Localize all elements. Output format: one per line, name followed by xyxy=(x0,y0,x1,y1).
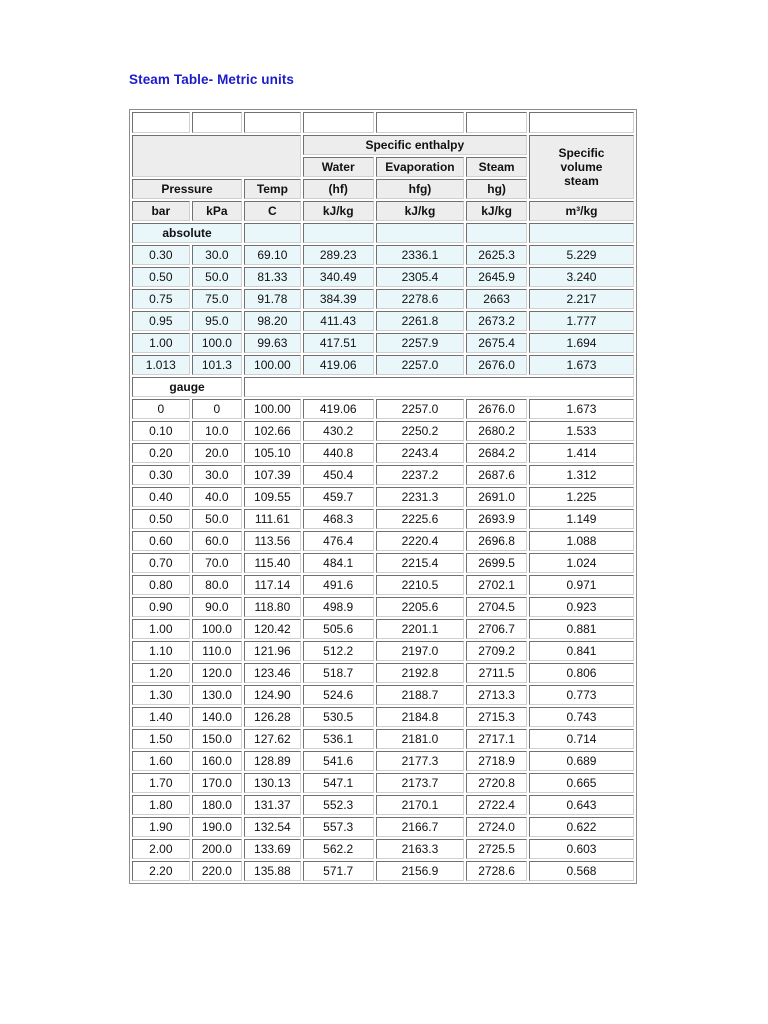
cell-hg: 2680.2 xyxy=(466,421,527,441)
hg-header: hg) xyxy=(466,179,527,199)
cell-hg: 2718.9 xyxy=(466,751,527,771)
cell-kpa: 220.0 xyxy=(192,861,242,881)
cell-hg: 2693.9 xyxy=(466,509,527,529)
cell-bar: 0.40 xyxy=(132,487,190,507)
cell-hf: 518.7 xyxy=(303,663,374,683)
cell-hfg: 2336.1 xyxy=(376,245,465,265)
cell-kpa: 140.0 xyxy=(192,707,242,727)
cell-kpa: 30.0 xyxy=(192,245,242,265)
table-row xyxy=(132,619,634,639)
cell-hf: 419.06 xyxy=(303,399,374,419)
cell-temp: 91.78 xyxy=(244,289,301,309)
table-row xyxy=(132,289,634,309)
cell-hf: 547.1 xyxy=(303,773,374,793)
table-row xyxy=(132,421,634,441)
cell-bar: 0 xyxy=(132,399,190,419)
cell-hfg: 2220.4 xyxy=(376,531,465,551)
cell-temp: 118.80 xyxy=(244,597,301,617)
cell-temp: 98.20 xyxy=(244,311,301,331)
gauge-section-row xyxy=(132,377,634,397)
empty-cell xyxy=(466,223,527,243)
cell-volume: 5.229 xyxy=(529,245,634,265)
cell-hfg: 2215.4 xyxy=(376,553,465,573)
cell-volume: 0.689 xyxy=(529,751,634,771)
cell-bar: 0.95 xyxy=(132,311,190,331)
temp-header: Temp xyxy=(244,179,301,199)
cell-temp: 115.40 xyxy=(244,553,301,573)
cell-bar: 1.00 xyxy=(132,333,190,353)
cell-hf: 411.43 xyxy=(303,311,374,331)
table-row xyxy=(132,245,634,265)
cell-hfg: 2197.0 xyxy=(376,641,465,661)
cell-hg: 2663 xyxy=(466,289,527,309)
cell-bar: 1.60 xyxy=(132,751,190,771)
cell-temp: 120.42 xyxy=(244,619,301,639)
cell-bar: 0.50 xyxy=(132,267,190,287)
cell-bar: 0.70 xyxy=(132,553,190,573)
empty-header-row xyxy=(132,112,634,133)
cell-kpa: 95.0 xyxy=(192,311,242,331)
cell-temp: 109.55 xyxy=(244,487,301,507)
steam-header: Steam xyxy=(466,157,527,177)
cell-temp: 113.56 xyxy=(244,531,301,551)
cell-hfg: 2261.8 xyxy=(376,311,465,331)
cell-hfg: 2166.7 xyxy=(376,817,465,837)
table-row xyxy=(132,465,634,485)
cell-temp: 111.61 xyxy=(244,509,301,529)
cell-hg: 2696.8 xyxy=(466,531,527,551)
cell-hfg: 2192.8 xyxy=(376,663,465,683)
cell-kpa: 200.0 xyxy=(192,839,242,859)
empty-cell xyxy=(466,112,527,133)
cell-kpa: 190.0 xyxy=(192,817,242,837)
cell-volume: 0.881 xyxy=(529,619,634,639)
table-row xyxy=(132,487,634,507)
cell-kpa: 130.0 xyxy=(192,685,242,705)
cell-kpa: 100.0 xyxy=(192,619,242,639)
cell-kpa: 20.0 xyxy=(192,443,242,463)
cell-hfg: 2278.6 xyxy=(376,289,465,309)
cell-kpa: 100.0 xyxy=(192,333,242,353)
cell-hg: 2704.5 xyxy=(466,597,527,617)
empty-cell xyxy=(529,223,634,243)
cell-volume: 0.665 xyxy=(529,773,634,793)
cell-kpa: 101.3 xyxy=(192,355,242,375)
blank-header-cell xyxy=(132,135,301,177)
cell-volume: 0.923 xyxy=(529,597,634,617)
cell-hf: 430.2 xyxy=(303,421,374,441)
cell-kpa: 170.0 xyxy=(192,773,242,793)
cell-hfg: 2181.0 xyxy=(376,729,465,749)
cell-hg: 2684.2 xyxy=(466,443,527,463)
gauge-label: gauge xyxy=(132,377,242,397)
cell-hf: 557.3 xyxy=(303,817,374,837)
cell-hf: 476.4 xyxy=(303,531,374,551)
cell-hg: 2713.3 xyxy=(466,685,527,705)
cell-temp: 123.46 xyxy=(244,663,301,683)
cell-temp: 102.66 xyxy=(244,421,301,441)
cell-bar: 0.20 xyxy=(132,443,190,463)
table-row xyxy=(132,817,634,837)
cell-hf: 417.51 xyxy=(303,333,374,353)
cell-volume: 0.773 xyxy=(529,685,634,705)
cell-temp: 135.88 xyxy=(244,861,301,881)
cell-hg: 2725.5 xyxy=(466,839,527,859)
cell-hg: 2645.9 xyxy=(466,267,527,287)
header-row-1 xyxy=(132,135,634,155)
cell-temp: 81.33 xyxy=(244,267,301,287)
cell-bar: 1.90 xyxy=(132,817,190,837)
table-row xyxy=(132,553,634,573)
water-header: Water xyxy=(303,157,374,177)
cell-bar: 0.10 xyxy=(132,421,190,441)
cell-hfg: 2173.7 xyxy=(376,773,465,793)
cell-hg: 2711.5 xyxy=(466,663,527,683)
table-row xyxy=(132,531,634,551)
cell-bar: 0.30 xyxy=(132,245,190,265)
unit-c: C xyxy=(244,201,301,221)
table-row xyxy=(132,311,634,331)
cell-hf: 512.2 xyxy=(303,641,374,661)
cell-hfg: 2237.2 xyxy=(376,465,465,485)
empty-cell xyxy=(303,223,374,243)
cell-hg: 2724.0 xyxy=(466,817,527,837)
table-row xyxy=(132,861,634,881)
cell-hf: 468.3 xyxy=(303,509,374,529)
cell-hf: 459.7 xyxy=(303,487,374,507)
specific-enthalpy-header: Specific enthalpy xyxy=(303,135,527,155)
table-row xyxy=(132,509,634,529)
cell-hg: 2717.1 xyxy=(466,729,527,749)
empty-cell xyxy=(376,223,465,243)
cell-hg: 2691.0 xyxy=(466,487,527,507)
cell-hfg: 2243.4 xyxy=(376,443,465,463)
cell-hf: 571.7 xyxy=(303,861,374,881)
cell-kpa: 150.0 xyxy=(192,729,242,749)
cell-kpa: 50.0 xyxy=(192,509,242,529)
cell-volume: 0.971 xyxy=(529,575,634,595)
cell-bar: 1.30 xyxy=(132,685,190,705)
absolute-section-row xyxy=(132,223,634,243)
page-title: Steam Table- Metric units xyxy=(129,72,295,87)
cell-temp: 100.00 xyxy=(244,355,301,375)
cell-kpa: 0 xyxy=(192,399,242,419)
table-row xyxy=(132,839,634,859)
cell-temp: 107.39 xyxy=(244,465,301,485)
cell-bar: 0.60 xyxy=(132,531,190,551)
cell-temp: 105.10 xyxy=(244,443,301,463)
cell-hfg: 2163.3 xyxy=(376,839,465,859)
steam-table-container xyxy=(129,109,639,904)
table-row xyxy=(132,707,634,727)
pressure-header: Pressure xyxy=(132,179,242,199)
cell-bar: 1.00 xyxy=(132,619,190,639)
table-row xyxy=(132,663,634,683)
cell-volume: 0.568 xyxy=(529,861,634,881)
hfg-header: hfg) xyxy=(376,179,465,199)
cell-kpa: 40.0 xyxy=(192,487,242,507)
cell-hg: 2676.0 xyxy=(466,399,527,419)
table-row xyxy=(132,729,634,749)
cell-volume: 1.088 xyxy=(529,531,634,551)
cell-kpa: 160.0 xyxy=(192,751,242,771)
cell-hfg: 2305.4 xyxy=(376,267,465,287)
cell-hg: 2676.0 xyxy=(466,355,527,375)
cell-hf: 384.39 xyxy=(303,289,374,309)
cell-hf: 552.3 xyxy=(303,795,374,815)
empty-cell xyxy=(303,112,374,133)
cell-hg: 2699.5 xyxy=(466,553,527,573)
cell-volume: 1.694 xyxy=(529,333,634,353)
cell-hg: 2728.6 xyxy=(466,861,527,881)
cell-volume: 0.643 xyxy=(529,795,634,815)
table-row xyxy=(132,597,634,617)
table-row xyxy=(132,333,634,353)
cell-bar: 0.50 xyxy=(132,509,190,529)
cell-hfg: 2177.3 xyxy=(376,751,465,771)
cell-temp: 121.96 xyxy=(244,641,301,661)
cell-hf: 505.6 xyxy=(303,619,374,639)
cell-temp: 99.63 xyxy=(244,333,301,353)
table-row xyxy=(132,773,634,793)
cell-hfg: 2170.1 xyxy=(376,795,465,815)
cell-bar: 1.20 xyxy=(132,663,190,683)
unit-bar: bar xyxy=(132,201,190,221)
cell-kpa: 75.0 xyxy=(192,289,242,309)
cell-hg: 2673.2 xyxy=(466,311,527,331)
units-row xyxy=(132,201,634,221)
cell-hf: 536.1 xyxy=(303,729,374,749)
cell-hg: 2722.4 xyxy=(466,795,527,815)
cell-volume: 1.673 xyxy=(529,355,634,375)
cell-temp: 124.90 xyxy=(244,685,301,705)
cell-kpa: 80.0 xyxy=(192,575,242,595)
cell-hfg: 2257.9 xyxy=(376,333,465,353)
cell-hfg: 2156.9 xyxy=(376,861,465,881)
unit-hf: kJ/kg xyxy=(303,201,374,221)
cell-volume: 1.149 xyxy=(529,509,634,529)
cell-hg: 2675.4 xyxy=(466,333,527,353)
cell-hf: 541.6 xyxy=(303,751,374,771)
cell-kpa: 30.0 xyxy=(192,465,242,485)
cell-volume: 0.714 xyxy=(529,729,634,749)
cell-temp: 128.89 xyxy=(244,751,301,771)
cell-volume: 2.217 xyxy=(529,289,634,309)
cell-volume: 1.777 xyxy=(529,311,634,331)
cell-hf: 419.06 xyxy=(303,355,374,375)
cell-temp: 117.14 xyxy=(244,575,301,595)
cell-hf: 484.1 xyxy=(303,553,374,573)
cell-hfg: 2210.5 xyxy=(376,575,465,595)
unit-kpa: kPa xyxy=(192,201,242,221)
empty-cell xyxy=(132,112,190,133)
cell-hg: 2720.8 xyxy=(466,773,527,793)
cell-temp: 133.69 xyxy=(244,839,301,859)
cell-bar: 1.70 xyxy=(132,773,190,793)
cell-volume: 1.414 xyxy=(529,443,634,463)
cell-bar: 1.50 xyxy=(132,729,190,749)
cell-hf: 530.5 xyxy=(303,707,374,727)
cell-kpa: 70.0 xyxy=(192,553,242,573)
specific-volume-header: Specific volume steam xyxy=(529,135,634,199)
hf-header: (hf) xyxy=(303,179,374,199)
unit-hfg: kJ/kg xyxy=(376,201,465,221)
absolute-label: absolute xyxy=(132,223,242,243)
table-row xyxy=(132,575,634,595)
cell-temp: 126.28 xyxy=(244,707,301,727)
table-row xyxy=(132,399,634,419)
cell-hg: 2687.6 xyxy=(466,465,527,485)
cell-hf: 491.6 xyxy=(303,575,374,595)
cell-bar: 0.30 xyxy=(132,465,190,485)
table-row xyxy=(132,685,634,705)
cell-volume: 0.622 xyxy=(529,817,634,837)
empty-cell xyxy=(244,223,301,243)
table-row xyxy=(132,267,634,287)
cell-temp: 69.10 xyxy=(244,245,301,265)
cell-temp: 130.13 xyxy=(244,773,301,793)
cell-bar: 0.80 xyxy=(132,575,190,595)
cell-bar: 2.20 xyxy=(132,861,190,881)
cell-hfg: 2188.7 xyxy=(376,685,465,705)
cell-volume: 3.240 xyxy=(529,267,634,287)
cell-hf: 340.49 xyxy=(303,267,374,287)
cell-kpa: 180.0 xyxy=(192,795,242,815)
cell-volume: 1.673 xyxy=(529,399,634,419)
table-row xyxy=(132,443,634,463)
empty-cell xyxy=(376,112,465,133)
cell-hfg: 2201.1 xyxy=(376,619,465,639)
cell-bar: 0.75 xyxy=(132,289,190,309)
cell-hfg: 2184.8 xyxy=(376,707,465,727)
table-row xyxy=(132,751,634,771)
cell-hg: 2715.3 xyxy=(466,707,527,727)
empty-cell xyxy=(244,377,634,397)
cell-temp: 127.62 xyxy=(244,729,301,749)
empty-cell xyxy=(192,112,242,133)
cell-volume: 0.841 xyxy=(529,641,634,661)
cell-hfg: 2250.2 xyxy=(376,421,465,441)
cell-kpa: 110.0 xyxy=(192,641,242,661)
cell-hg: 2709.2 xyxy=(466,641,527,661)
cell-hfg: 2257.0 xyxy=(376,399,465,419)
cell-volume: 0.603 xyxy=(529,839,634,859)
cell-temp: 100.00 xyxy=(244,399,301,419)
cell-volume: 0.806 xyxy=(529,663,634,683)
cell-kpa: 120.0 xyxy=(192,663,242,683)
cell-volume: 0.743 xyxy=(529,707,634,727)
cell-hfg: 2225.6 xyxy=(376,509,465,529)
cell-hg: 2625.3 xyxy=(466,245,527,265)
cell-hfg: 2257.0 xyxy=(376,355,465,375)
cell-hf: 289.23 xyxy=(303,245,374,265)
cell-hf: 440.8 xyxy=(303,443,374,463)
cell-bar: 1.10 xyxy=(132,641,190,661)
table-row xyxy=(132,641,634,661)
cell-hfg: 2231.3 xyxy=(376,487,465,507)
cell-bar: 1.013 xyxy=(132,355,190,375)
cell-kpa: 90.0 xyxy=(192,597,242,617)
cell-hf: 562.2 xyxy=(303,839,374,859)
table-row xyxy=(132,795,634,815)
cell-bar: 0.90 xyxy=(132,597,190,617)
evaporation-header: Evaporation xyxy=(376,157,465,177)
empty-cell xyxy=(244,112,301,133)
cell-temp: 132.54 xyxy=(244,817,301,837)
cell-hg: 2706.7 xyxy=(466,619,527,639)
unit-volume: m³/kg xyxy=(529,201,634,221)
cell-bar: 2.00 xyxy=(132,839,190,859)
unit-hg: kJ/kg xyxy=(466,201,527,221)
cell-hf: 524.6 xyxy=(303,685,374,705)
steam-table xyxy=(129,109,637,884)
cell-hfg: 2205.6 xyxy=(376,597,465,617)
cell-kpa: 10.0 xyxy=(192,421,242,441)
cell-volume: 1.024 xyxy=(529,553,634,573)
cell-volume: 1.533 xyxy=(529,421,634,441)
cell-volume: 1.312 xyxy=(529,465,634,485)
cell-kpa: 50.0 xyxy=(192,267,242,287)
cell-hf: 498.9 xyxy=(303,597,374,617)
cell-bar: 1.40 xyxy=(132,707,190,727)
cell-bar: 1.80 xyxy=(132,795,190,815)
cell-hf: 450.4 xyxy=(303,465,374,485)
empty-cell xyxy=(529,112,634,133)
cell-kpa: 60.0 xyxy=(192,531,242,551)
cell-temp: 131.37 xyxy=(244,795,301,815)
cell-volume: 1.225 xyxy=(529,487,634,507)
cell-hg: 2702.1 xyxy=(466,575,527,595)
table-row xyxy=(132,355,634,375)
